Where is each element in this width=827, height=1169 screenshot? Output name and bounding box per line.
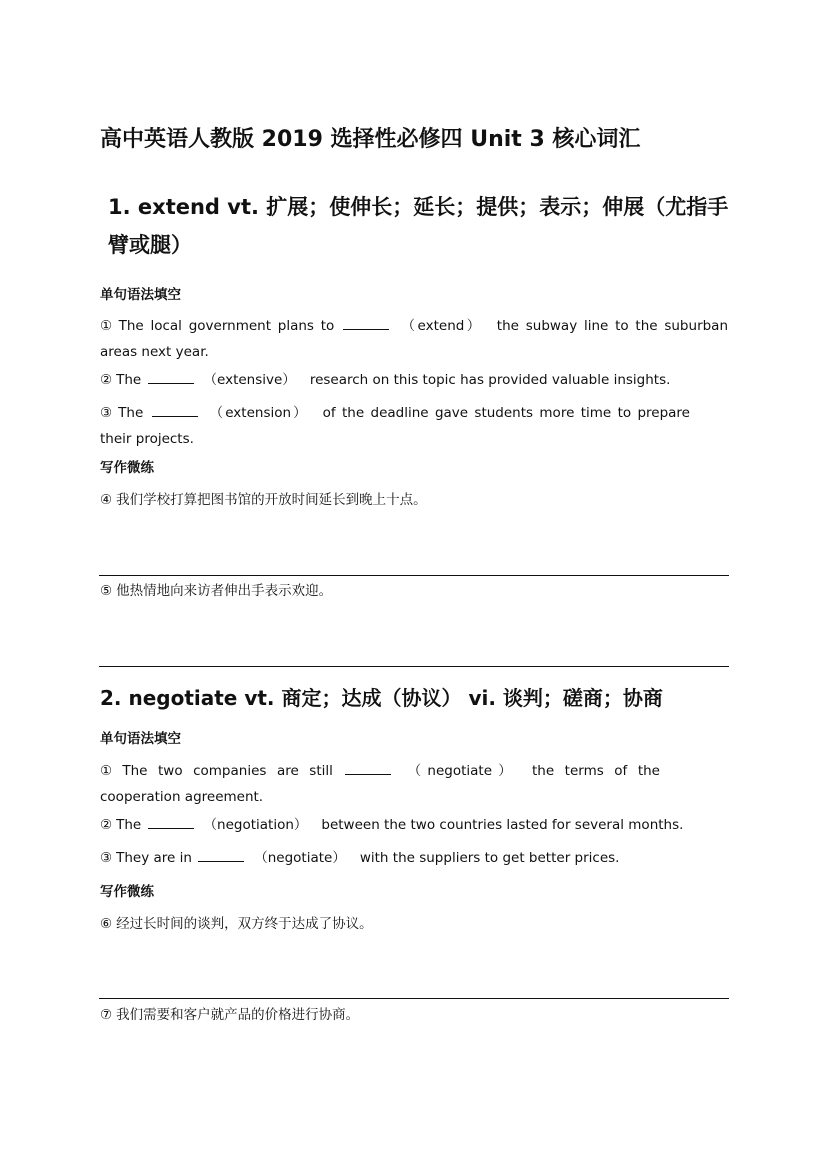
item-text-after: with the suppliers to get better prices. bbox=[359, 850, 620, 866]
item-text-after: of the deadline gave students more time to prepare their projects. bbox=[100, 405, 690, 447]
writing-item bbox=[100, 487, 728, 513]
item-number: ① bbox=[100, 763, 119, 779]
item-hint: （extension） bbox=[207, 405, 309, 421]
grammar-item bbox=[100, 845, 728, 871]
fill-blank[interactable] bbox=[148, 814, 194, 829]
word-heading-extend: 1. extend vt. 扩展；使伸长；延长；提供；表示；伸展（尤指手臂或腿） bbox=[108, 195, 729, 257]
item-number: ③ bbox=[100, 405, 115, 421]
writing-prompt: 我们学校打算把图书馆的开放时间延长到晚上十点。 bbox=[116, 492, 427, 508]
fill-blank[interactable] bbox=[343, 315, 389, 330]
grammar-item bbox=[100, 812, 728, 838]
item-number: ④ bbox=[100, 492, 113, 508]
item-number: ② bbox=[100, 817, 113, 833]
item-text-before: They are in bbox=[116, 850, 192, 866]
writing-prompt: 经过长时间的谈判，双方终于达成了协议。 bbox=[116, 916, 373, 932]
item-hint: （extend） bbox=[399, 318, 483, 334]
item-hint: （extensive） bbox=[203, 372, 296, 388]
writing-prompt: 我们需要和客户就产品的价格进行协商。 bbox=[116, 1007, 360, 1023]
item-text-before: The bbox=[116, 372, 142, 388]
item-number: ⑦ bbox=[100, 1007, 113, 1023]
item-text-after: between the two countries lasted for several months. bbox=[321, 817, 684, 833]
writing-item bbox=[100, 1002, 728, 1028]
fill-blank[interactable] bbox=[152, 402, 198, 417]
item-hint: （negotiate） bbox=[401, 763, 518, 779]
fill-blank[interactable] bbox=[148, 369, 194, 384]
item-number: ⑤ bbox=[100, 583, 113, 599]
item-text-before: The bbox=[118, 405, 144, 421]
answer-line[interactable] bbox=[99, 998, 729, 999]
grammar-item bbox=[100, 367, 728, 393]
item-text-after: the subway line to the suburban areas next year. bbox=[100, 318, 729, 360]
item-hint: （negotiation） bbox=[203, 817, 308, 833]
fill-blank[interactable] bbox=[198, 847, 244, 862]
writing-prompt: 他热情地向来访者伸出手表示欢迎。 bbox=[116, 583, 333, 599]
item-text-before: The two companies are still bbox=[122, 763, 333, 779]
fill-blank[interactable] bbox=[345, 760, 391, 775]
grammar-fill-label: 单句语法填空 bbox=[100, 731, 181, 747]
answer-line[interactable] bbox=[99, 666, 729, 667]
item-text-before: The bbox=[116, 817, 142, 833]
item-hint: （negotiate） bbox=[254, 850, 346, 866]
word-heading-negotiate: 2. negotiate vt. 商定；达成（协议） vi. 谈判；磋商；协商 bbox=[100, 686, 663, 710]
grammar-fill-label: 单句语法填空 bbox=[100, 287, 181, 303]
writing-item bbox=[100, 578, 728, 604]
item-number: ③ bbox=[100, 850, 113, 866]
item-number: ① bbox=[100, 318, 115, 334]
writing-practice-label: 写作微练 bbox=[100, 460, 154, 476]
grammar-item bbox=[100, 313, 728, 365]
writing-item bbox=[100, 911, 728, 937]
item-number: ② bbox=[100, 372, 113, 388]
document-title: 高中英语人教版 2019 选择性必修四 Unit 3 核心词汇 bbox=[100, 127, 641, 152]
answer-line[interactable] bbox=[99, 575, 729, 576]
item-text-after: research on this topic has provided valuable insights. bbox=[309, 372, 671, 388]
writing-practice-label: 写作微练 bbox=[100, 884, 154, 900]
item-text-after: the terms of the cooperation agreement. bbox=[100, 763, 660, 805]
item-number: ⑥ bbox=[100, 916, 113, 932]
item-text-before: The local government plans to bbox=[118, 318, 335, 334]
grammar-item bbox=[100, 400, 690, 452]
grammar-item bbox=[100, 758, 660, 810]
